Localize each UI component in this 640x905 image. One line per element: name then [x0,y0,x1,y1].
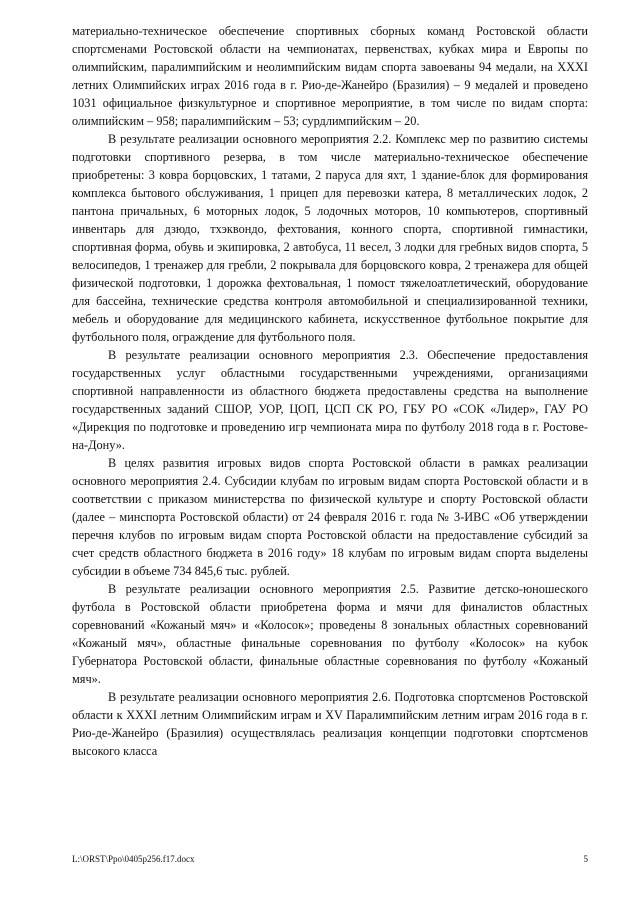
paragraph-measure-2-5: В результате реализации основного мероприятия 2.5. Развитие детско-юношеского футбола в Ростовской области приобретена форма и мячи для финалистов областных соревнований «Кожаный мяч» и «Колосок»; проведены 8 зональных областных соревнований «Кожаный мяч», областные финальные соревнования по футболу «Колосок» на кубок Губернатора Ростовской области, финальные областные соревнования по футболу «Кожаный мяч». [72,582,588,686]
paragraph-measure-2-2: В результате реализации основного мероприятия 2.2. Комплекс мер по развитию системы подготовки спортивного резерва, в том числе материально-техническое обеспечение приобретены: 3 ковра борцовских, 1 татами, 2 паруса для яхт, 1 здание-блок для формирования комплекса бытового обслуживания, 1 прицеп для перевозки катера, 8 металлических лодок, 2 пантона причальных, 6 моторных лодок, 5 лодочных моторов, 10 компьютеров, спортивный инвентарь для дзюдо, тхэквондо, фехтования, конного спорта, спортивной гимнастики, спортивная форма, обувь и экипировка, 2 автобуса, 11 весел, 3 лодки для гребных видов спорта, 5 велосипедов, 1 тренажер для гребли, 2 покрывала для борцовского ковра, 2 тренажера для общей физической подготовки, 1 дорожка фехтовальная, 1 помост тяжелоатлетический, оборудование для бассейна, технические средства контроля автомобильной и специализированной техники, мебель и оборудование для медицинского кабинета, искусственное футбольное покрытие для футбольного поля, ограждение для футбольного поля. [72,132,588,344]
page-number: 5 [583,854,588,864]
paragraph-measure-2-4: В целях развития игровых видов спорта Ростовской области в рамках реализации основного мероприятия 2.4. Субсидии клубам по игровым видам спорта Ростовской области и в соответствии с приказом министерства по физической культуре и спорту Ростовской области (далее – минспорта Ростовской области) от 24 февраля 2016 г. года № 3-ИВС «Об утверждении перечня клубов по игровым видам спорта Ростовской области на предоставление субсидий за счет средств областного бюджета в 2016 году» 18 клубам по игровым видам спорта выделены субсидии в объеме 734 845,6 тыс. рублей. [72,456,588,578]
page-footer [72,852,588,866]
file-path: L:\ORST\Ppo\0405p256.f17.docx [72,854,195,864]
paragraph-continuation: материально-техническое обеспечение спортивных сборных команд Ростовской области спортсменами Ростовской области на чемпионатах, первенствах, кубках мира и Европы по олимпийским, паралимпийским и неолимпийским видам спорта завоеваны 94 медали, на XXXI летних Олимпийских играх 2016 года в г. Рио-де-Жанейро (Бразилия) – 9 медалей и проведено 1031 официальное физкультурное и спортивное мероприятие, в том числе по видам спорта: олимпийским – 958; паралимпийским – 53; сурдлимпийским – 20. [72,24,588,128]
body-text [72,22,588,760]
paragraph-measure-2-6: В результате реализации основного мероприятия 2.6. Подготовка спортсменов Ростовской области к XXXI летним Олимпийским играм и XV Паралимпийским летним играм 2016 года в г. Рио-де-Жанейро (Бразилия) осуществлялась реализация концепции подготовки спортсменов высокого класса [72,690,588,758]
paragraph-measure-2-3: В результате реализации основного мероприятия 2.3. Обеспечение предоставления государственных услуг областными государственными учреждениями, организациями спортивной направленности из областного бюджета предоставлены средства на выполнение государственных заданий СШОР, УОР, ЦОП, ЦСП СК РО, ГБУ РО «СОК «Лидер», ГАУ РО «Дирекция по подготовке и проведению игр чемпионата мира по футболу 2018 года в г. Ростове-на-Дону». [72,348,588,452]
